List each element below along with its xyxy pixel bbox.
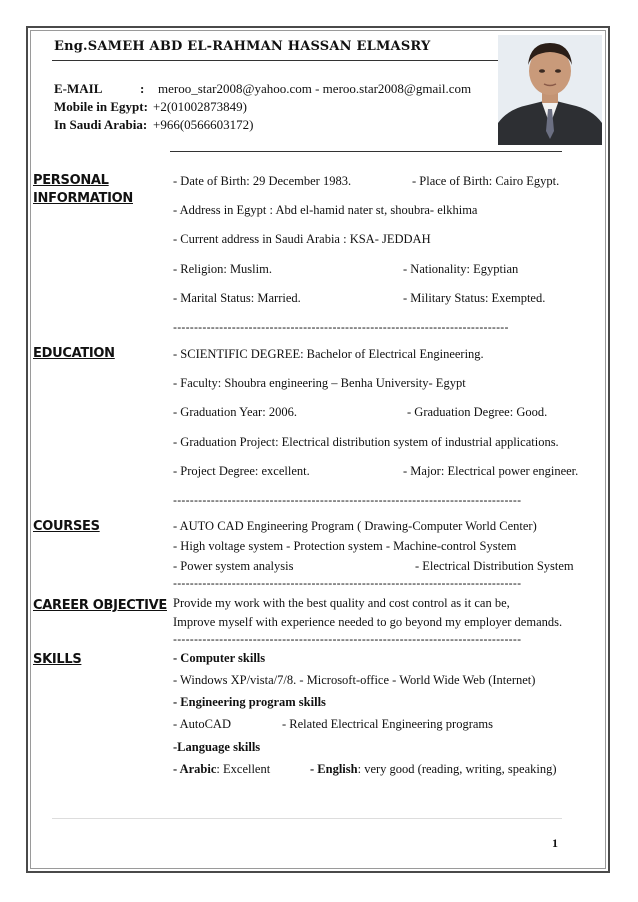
degree-row (173, 347, 484, 362)
nationality-value: : Egyptian (466, 262, 519, 276)
career-line-1: Provide my work with the best quality and cost control as it can be, (173, 596, 510, 610)
autocad-course-label: - AUTO CAD Engineering Program (173, 519, 354, 533)
religion-row (173, 262, 272, 277)
grad-degree-label: - Graduation Degree (407, 405, 510, 419)
address-value: : Abd el-hamid nater st, shoubra- elkhima (266, 203, 478, 217)
marital-row (173, 291, 301, 306)
marital-value: : Married. (250, 291, 301, 305)
address-row (173, 203, 477, 218)
english-row (310, 762, 557, 777)
project-degree-value: : excellent. (254, 464, 310, 478)
engineering-skills-heading: - Engineering program skills (173, 695, 326, 709)
candidate-name: Eng.SAMEH ABD EL-RAHMAN HASSAN ELMASRY (54, 39, 431, 54)
arabic-value: : Excellent (216, 762, 271, 776)
grad-year-value: : 2006. (262, 405, 297, 419)
degree-label: - SCIENTIFIC DEGREE (173, 347, 301, 361)
pob-row (412, 174, 559, 189)
profile-photo (498, 35, 602, 145)
footer-rule (52, 818, 562, 819)
dob-row (173, 174, 351, 189)
engineering-skills-related: - Related Electrical Engineering programs (282, 717, 494, 731)
faculty-label: - Faculty (173, 376, 218, 390)
portrait-image (498, 35, 602, 145)
computer-skills-heading: - Computer skills (173, 651, 266, 665)
current-address-label: - Current address in Saudi Arabia (173, 232, 340, 246)
divider: -------------------------------------------------------------------------------- (173, 320, 509, 334)
project-degree-label: - Project Degree (173, 464, 255, 478)
grad-degree-value: : Good. (509, 405, 548, 419)
current-address-row (173, 232, 431, 247)
address-label: - Address in Egypt (173, 203, 267, 217)
dob-value: : 29 December 1983. (246, 174, 352, 188)
header-rule (52, 60, 562, 61)
engineering-skills-autocad: - AutoCAD (173, 717, 231, 731)
religion-value: : Muslim. (223, 262, 272, 276)
major-label: - Major (403, 464, 441, 478)
header-bottom-rule (170, 151, 562, 152)
mobile-egypt-value: +2(01002873849) (153, 99, 247, 114)
arabic-row (173, 762, 270, 777)
nationality-row (403, 262, 518, 277)
grad-degree-row (407, 405, 547, 420)
courses-line-2: - High voltage system - Protection system - Machine-control System (173, 539, 517, 553)
mobile-saudi-label: In Saudi Arabia: (54, 117, 148, 132)
section-title-career: CAREER OBJECTIVE (33, 598, 167, 613)
divider: ----------------------------------------------------------------------------------- (173, 493, 522, 507)
courses-line-3b: - Electrical Distribution System (415, 559, 574, 573)
grad-year-row (173, 405, 297, 420)
english-value: : very good (reading, writing, speaking) (357, 762, 557, 776)
pob-label: - Place of Birth (412, 174, 489, 188)
dob-label: - Date of Birth (173, 174, 247, 188)
major-row (403, 464, 578, 479)
faculty-row (173, 376, 466, 391)
military-row (403, 291, 545, 306)
autocad-course-value: ( Drawing-Computer World Center) (354, 519, 537, 533)
religion-label: - Religion (173, 262, 224, 276)
military-label: - Military Status (403, 291, 485, 305)
page-number: 1 (552, 836, 558, 850)
courses-line-3a: - Power system analysis (173, 559, 294, 573)
project-degree-row (173, 464, 310, 479)
language-skills-heading: -Language skills (173, 740, 261, 754)
divider: ----------------------------------------------------------------------------------- (173, 576, 522, 590)
military-value: : Exempted. (484, 291, 546, 305)
section-title-personal: PERSONAL INFORMATION (33, 173, 133, 206)
mobile-saudi-value: +966(0566603172) (153, 117, 254, 132)
degree-value: : Bachelor of Electrical Engineering. (300, 347, 484, 361)
grad-project-value: : Electrical distribution system of industrial applications. (275, 435, 559, 449)
section-title-education: EDUCATION (33, 346, 115, 361)
divider: ----------------------------------------------------------------------------------- (173, 632, 522, 646)
pob-value: : Cairo Egypt. (488, 174, 560, 188)
email-value: meroo_star2008@yahoo.com - meroo.star2008@gmail.com (158, 81, 472, 96)
computer-skills-line: - Windows XP/vista/7/8. - Microsoft-office - World Wide Web (Internet) (173, 673, 536, 687)
nationality-label: - Nationality (403, 262, 467, 276)
grad-project-row (173, 435, 559, 450)
courses-line-1 (173, 519, 537, 534)
career-line-2: Improve myself with experience needed to go beyond my employer demands. (173, 615, 563, 629)
section-title-courses: COURSES (33, 519, 100, 534)
english-label: - English (310, 762, 358, 776)
grad-year-label: - Graduation Year (173, 405, 263, 419)
section-title-skills: SKILLS (33, 652, 82, 667)
email-label: E-MAIL (54, 81, 103, 96)
email-separator: : (140, 81, 145, 96)
marital-label: - Marital Status (173, 291, 251, 305)
major-value: : Electrical power engineer. (440, 464, 579, 478)
grad-project-label: - Graduation Project (173, 435, 276, 449)
mobile-egypt-label: Mobile in Egypt: (54, 99, 148, 114)
current-address-value: : KSA- JEDDAH (339, 232, 431, 246)
arabic-label: - Arabic (173, 762, 217, 776)
faculty-value: : Shoubra engineering – Benha University- Egypt (217, 376, 466, 390)
